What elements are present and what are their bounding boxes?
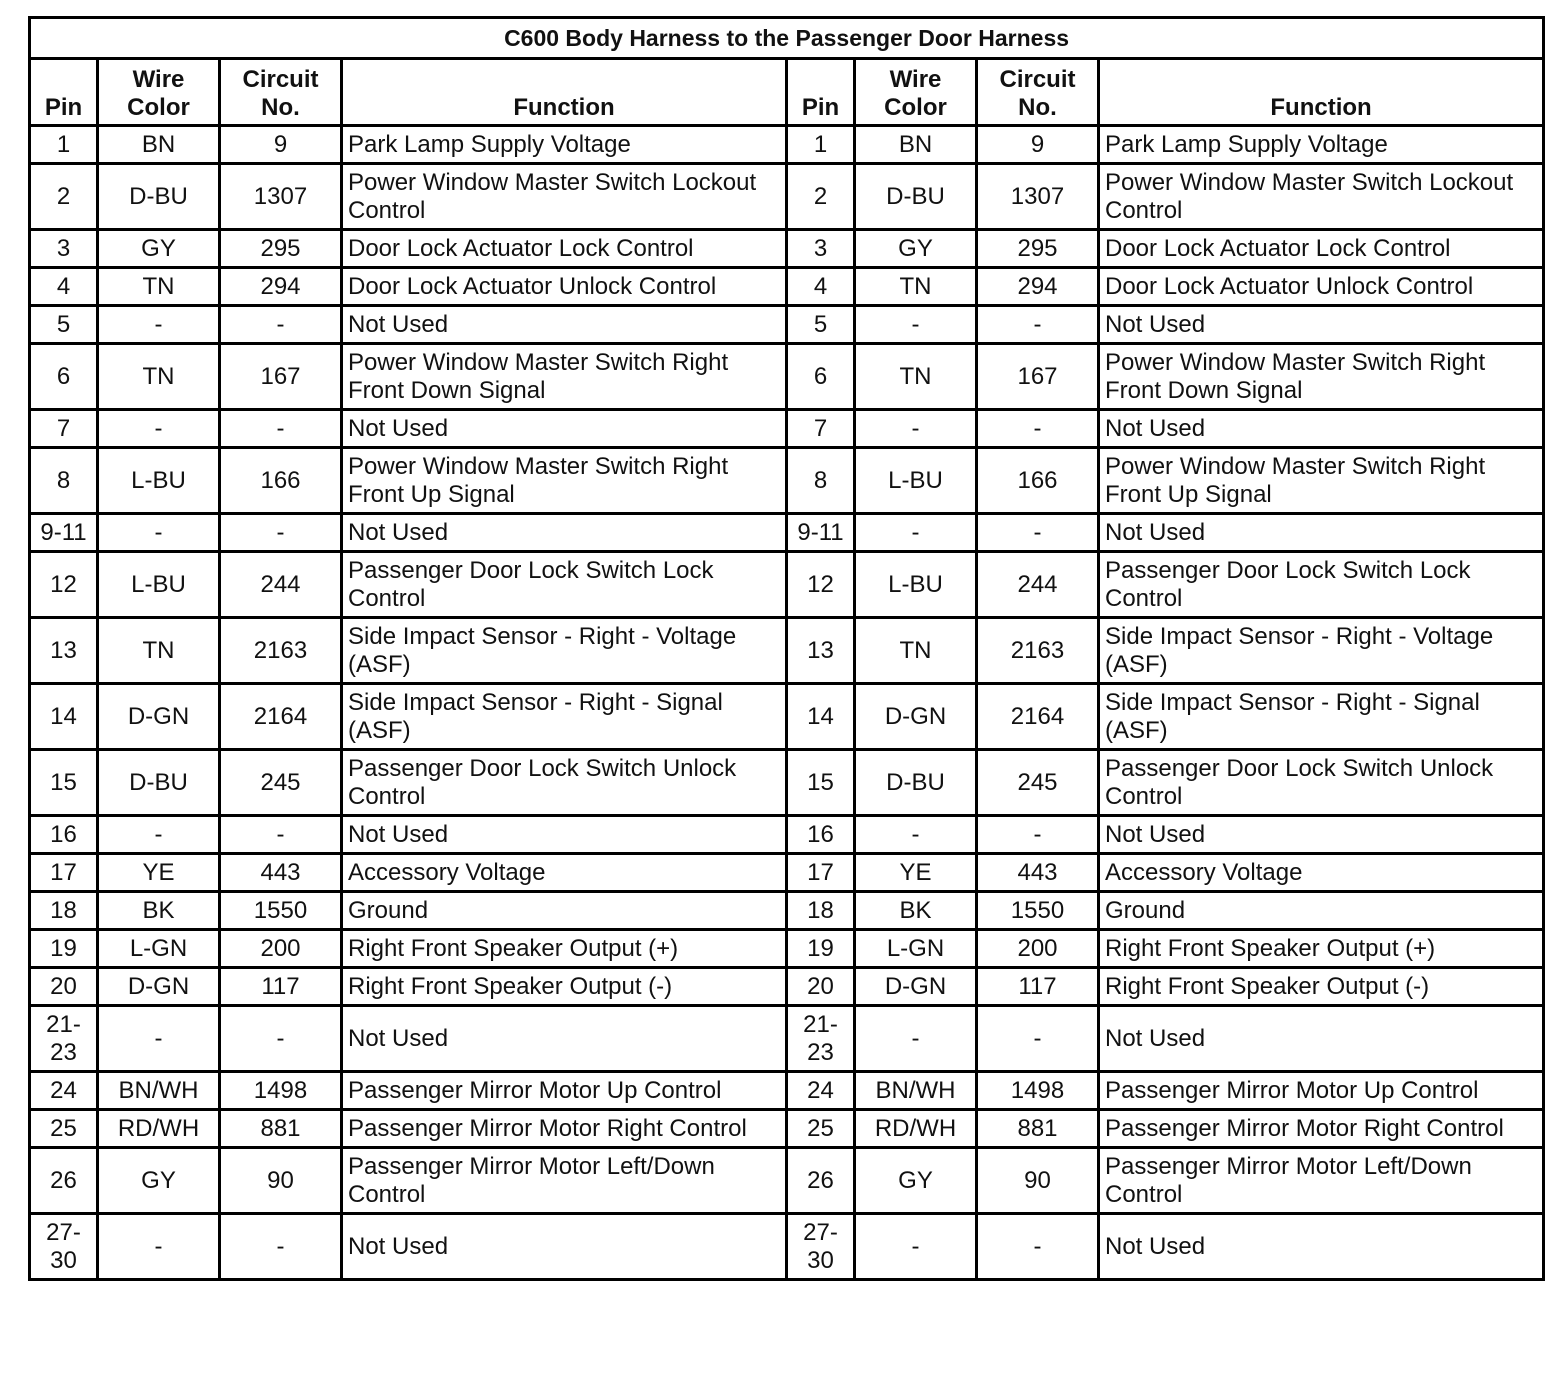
circuit-cell-right: - <box>977 306 1099 344</box>
function-cell-left: Right Front Speaker Output (-) <box>342 968 787 1006</box>
wire-color-cell-left: D-BU <box>98 750 220 816</box>
circuit-cell-left: 167 <box>220 344 342 410</box>
header-wire-color-right: Wire Color <box>855 59 977 126</box>
circuit-cell-left: - <box>220 514 342 552</box>
table-row <box>30 892 1544 930</box>
pin-cell-left: 26 <box>30 1148 98 1214</box>
header-circuit-right: Circuit No. <box>977 59 1099 126</box>
header-pin-left: Pin <box>30 59 98 126</box>
table-row <box>30 1148 1544 1214</box>
function-cell-right: Accessory Voltage <box>1099 854 1544 892</box>
circuit-cell-left: 117 <box>220 968 342 1006</box>
function-cell-right: Passenger Mirror Motor Right Control <box>1099 1110 1544 1148</box>
table-row <box>30 164 1544 230</box>
circuit-cell-left: 294 <box>220 268 342 306</box>
table-row <box>30 930 1544 968</box>
table-row <box>30 268 1544 306</box>
pin-cell-left: 3 <box>30 230 98 268</box>
function-cell-right: Not Used <box>1099 306 1544 344</box>
wire-color-cell-right: GY <box>855 1148 977 1214</box>
wire-color-cell-left: L-BU <box>98 448 220 514</box>
pin-cell-right: 5 <box>787 306 855 344</box>
circuit-cell-left: 1498 <box>220 1072 342 1110</box>
function-cell-left: Not Used <box>342 1214 787 1280</box>
circuit-cell-left: 9 <box>220 126 342 164</box>
function-cell-left: Not Used <box>342 816 787 854</box>
pin-cell-right: 12 <box>787 552 855 618</box>
wire-color-cell-left: D-BU <box>98 164 220 230</box>
wire-color-cell-left: TN <box>98 618 220 684</box>
wire-color-cell-left: L-BU <box>98 552 220 618</box>
pin-cell-right: 13 <box>787 618 855 684</box>
circuit-cell-right: 166 <box>977 448 1099 514</box>
wire-color-cell-right: L-GN <box>855 930 977 968</box>
pin-cell-right: 27- 30 <box>787 1214 855 1280</box>
pin-cell-left: 27- 30 <box>30 1214 98 1280</box>
pin-cell-right: 6 <box>787 344 855 410</box>
pin-cell-right: 18 <box>787 892 855 930</box>
pin-cell-left: 9-11 <box>30 514 98 552</box>
circuit-cell-left: 200 <box>220 930 342 968</box>
wire-color-cell-left: - <box>98 816 220 854</box>
circuit-cell-right: 1307 <box>977 164 1099 230</box>
function-cell-right: Power Window Master Switch Right Front Up Signal <box>1099 448 1544 514</box>
circuit-cell-right: 443 <box>977 854 1099 892</box>
wire-color-cell-left: - <box>98 1214 220 1280</box>
pin-cell-left: 19 <box>30 930 98 968</box>
circuit-cell-right: 2164 <box>977 684 1099 750</box>
table-row <box>30 448 1544 514</box>
function-cell-left: Door Lock Actuator Lock Control <box>342 230 787 268</box>
function-cell-right: Park Lamp Supply Voltage <box>1099 126 1544 164</box>
connector-table-container <box>28 16 1542 1281</box>
function-cell-left: Not Used <box>342 1006 787 1072</box>
wire-color-cell-right: D-BU <box>855 164 977 230</box>
function-cell-left: Power Window Master Switch Lockout Control <box>342 164 787 230</box>
table-row <box>30 230 1544 268</box>
wire-color-cell-right: BK <box>855 892 977 930</box>
circuit-cell-left: 166 <box>220 448 342 514</box>
function-cell-left: Power Window Master Switch Right Front Up Signal <box>342 448 787 514</box>
wire-color-cell-left: - <box>98 514 220 552</box>
pin-cell-left: 16 <box>30 816 98 854</box>
table-row <box>30 816 1544 854</box>
wire-color-cell-right: RD/WH <box>855 1110 977 1148</box>
function-cell-right: Not Used <box>1099 514 1544 552</box>
circuit-cell-right: - <box>977 1006 1099 1072</box>
function-cell-right: Power Window Master Switch Lockout Control <box>1099 164 1544 230</box>
pin-cell-right: 1 <box>787 126 855 164</box>
pin-cell-right: 16 <box>787 816 855 854</box>
circuit-cell-right: - <box>977 816 1099 854</box>
pin-cell-right: 14 <box>787 684 855 750</box>
circuit-cell-right: 295 <box>977 230 1099 268</box>
function-cell-right: Not Used <box>1099 1006 1544 1072</box>
pin-cell-right: 24 <box>787 1072 855 1110</box>
pin-cell-left: 25 <box>30 1110 98 1148</box>
circuit-cell-left: 1550 <box>220 892 342 930</box>
header-function-left: Function <box>342 59 787 126</box>
wire-color-cell-left: YE <box>98 854 220 892</box>
wire-color-cell-left: TN <box>98 344 220 410</box>
pin-cell-left: 8 <box>30 448 98 514</box>
circuit-cell-right: - <box>977 410 1099 448</box>
table-row <box>30 410 1544 448</box>
pin-cell-right: 19 <box>787 930 855 968</box>
pin-cell-left: 20 <box>30 968 98 1006</box>
table-body <box>30 126 1544 1280</box>
function-cell-right: Not Used <box>1099 410 1544 448</box>
function-cell-left: Ground <box>342 892 787 930</box>
function-cell-left: Power Window Master Switch Right Front Down Signal <box>342 344 787 410</box>
circuit-cell-right: 294 <box>977 268 1099 306</box>
circuit-cell-left: 295 <box>220 230 342 268</box>
pin-cell-right: 7 <box>787 410 855 448</box>
wire-color-cell-left: - <box>98 410 220 448</box>
header-circuit-left: Circuit No. <box>220 59 342 126</box>
wire-color-cell-right: D-BU <box>855 750 977 816</box>
pin-cell-left: 6 <box>30 344 98 410</box>
table-row <box>30 552 1544 618</box>
pin-cell-left: 1 <box>30 126 98 164</box>
wire-color-cell-left: BK <box>98 892 220 930</box>
wire-color-cell-right: - <box>855 816 977 854</box>
function-cell-left: Not Used <box>342 410 787 448</box>
wire-color-cell-right: - <box>855 1214 977 1280</box>
circuit-cell-right: 244 <box>977 552 1099 618</box>
pin-cell-right: 21- 23 <box>787 1006 855 1072</box>
pin-cell-left: 15 <box>30 750 98 816</box>
function-cell-right: Passenger Mirror Motor Left/Down Control <box>1099 1148 1544 1214</box>
table-row <box>30 306 1544 344</box>
function-cell-right: Right Front Speaker Output (-) <box>1099 968 1544 1006</box>
circuit-cell-left: - <box>220 410 342 448</box>
circuit-cell-right: 881 <box>977 1110 1099 1148</box>
table-title: C600 Body Harness to the Passenger Door Harness <box>30 18 1544 59</box>
function-cell-left: Passenger Door Lock Switch Lock Control <box>342 552 787 618</box>
connector-pinout-table <box>28 16 1545 1281</box>
circuit-cell-left: 2164 <box>220 684 342 750</box>
wire-color-cell-right: TN <box>855 268 977 306</box>
circuit-cell-left: 245 <box>220 750 342 816</box>
function-cell-right: Passenger Door Lock Switch Lock Control <box>1099 552 1544 618</box>
function-cell-right: Passenger Mirror Motor Up Control <box>1099 1072 1544 1110</box>
circuit-cell-left: 881 <box>220 1110 342 1148</box>
circuit-cell-left: 443 <box>220 854 342 892</box>
wire-color-cell-left: BN <box>98 126 220 164</box>
function-cell-left: Not Used <box>342 514 787 552</box>
function-cell-right: Passenger Door Lock Switch Unlock Control <box>1099 750 1544 816</box>
circuit-cell-right: 167 <box>977 344 1099 410</box>
pin-cell-left: 17 <box>30 854 98 892</box>
pin-cell-left: 21- 23 <box>30 1006 98 1072</box>
wire-color-cell-left: D-GN <box>98 684 220 750</box>
wire-color-cell-right: - <box>855 410 977 448</box>
circuit-cell-left: 244 <box>220 552 342 618</box>
header-function-right: Function <box>1099 59 1544 126</box>
circuit-cell-right: 245 <box>977 750 1099 816</box>
circuit-cell-right: 1550 <box>977 892 1099 930</box>
function-cell-left: Passenger Mirror Motor Up Control <box>342 1072 787 1110</box>
wire-color-cell-right: - <box>855 514 977 552</box>
wire-color-cell-right: BN <box>855 126 977 164</box>
function-cell-left: Right Front Speaker Output (+) <box>342 930 787 968</box>
wire-color-cell-right: - <box>855 306 977 344</box>
table-row <box>30 1214 1544 1280</box>
wire-color-cell-right: L-BU <box>855 552 977 618</box>
header-pin-right: Pin <box>787 59 855 126</box>
wire-color-cell-left: RD/WH <box>98 1110 220 1148</box>
circuit-cell-left: 90 <box>220 1148 342 1214</box>
circuit-cell-left: - <box>220 1006 342 1072</box>
header-wire-color-left: Wire Color <box>98 59 220 126</box>
circuit-cell-right: 2163 <box>977 618 1099 684</box>
pin-cell-right: 17 <box>787 854 855 892</box>
wire-color-cell-left: TN <box>98 268 220 306</box>
circuit-cell-left: - <box>220 1214 342 1280</box>
function-cell-right: Door Lock Actuator Unlock Control <box>1099 268 1544 306</box>
circuit-cell-right: 90 <box>977 1148 1099 1214</box>
pin-cell-right: 8 <box>787 448 855 514</box>
wire-color-cell-left: L-GN <box>98 930 220 968</box>
wire-color-cell-left: - <box>98 1006 220 1072</box>
table-row <box>30 514 1544 552</box>
circuit-cell-left: 2163 <box>220 618 342 684</box>
circuit-cell-left: - <box>220 306 342 344</box>
function-cell-left: Passenger Mirror Motor Right Control <box>342 1110 787 1148</box>
pin-cell-left: 18 <box>30 892 98 930</box>
function-cell-left: Passenger Door Lock Switch Unlock Control <box>342 750 787 816</box>
pin-cell-right: 15 <box>787 750 855 816</box>
function-cell-left: Passenger Mirror Motor Left/Down Control <box>342 1148 787 1214</box>
circuit-cell-left: 1307 <box>220 164 342 230</box>
circuit-cell-left: - <box>220 816 342 854</box>
function-cell-right: Not Used <box>1099 1214 1544 1280</box>
wire-color-cell-right: YE <box>855 854 977 892</box>
function-cell-left: Door Lock Actuator Unlock Control <box>342 268 787 306</box>
circuit-cell-right: 117 <box>977 968 1099 1006</box>
function-cell-left: Accessory Voltage <box>342 854 787 892</box>
function-cell-left: Side Impact Sensor - Right - Voltage (ASF) <box>342 618 787 684</box>
wire-color-cell-right: D-GN <box>855 684 977 750</box>
pin-cell-right: 20 <box>787 968 855 1006</box>
table-row <box>30 344 1544 410</box>
wire-color-cell-right: GY <box>855 230 977 268</box>
pin-cell-right: 2 <box>787 164 855 230</box>
table-row <box>30 1072 1544 1110</box>
pin-cell-right: 9-11 <box>787 514 855 552</box>
pin-cell-left: 4 <box>30 268 98 306</box>
pin-cell-left: 14 <box>30 684 98 750</box>
pin-cell-right: 4 <box>787 268 855 306</box>
circuit-cell-right: - <box>977 514 1099 552</box>
wire-color-cell-right: L-BU <box>855 448 977 514</box>
function-cell-right: Ground <box>1099 892 1544 930</box>
wire-color-cell-right: TN <box>855 344 977 410</box>
wire-color-cell-left: - <box>98 306 220 344</box>
table-row <box>30 126 1544 164</box>
pin-cell-left: 5 <box>30 306 98 344</box>
function-cell-left: Side Impact Sensor - Right - Signal (ASF) <box>342 684 787 750</box>
pin-cell-right: 3 <box>787 230 855 268</box>
pin-cell-left: 12 <box>30 552 98 618</box>
wire-color-cell-right: TN <box>855 618 977 684</box>
wire-color-cell-right: BN/WH <box>855 1072 977 1110</box>
wire-color-cell-left: GY <box>98 1148 220 1214</box>
pin-cell-left: 24 <box>30 1072 98 1110</box>
table-row <box>30 1110 1544 1148</box>
pin-cell-left: 7 <box>30 410 98 448</box>
wire-color-cell-left: GY <box>98 230 220 268</box>
pin-cell-left: 13 <box>30 618 98 684</box>
circuit-cell-right: - <box>977 1214 1099 1280</box>
table-row <box>30 1006 1544 1072</box>
table-row <box>30 750 1544 816</box>
table-row <box>30 968 1544 1006</box>
pin-cell-left: 2 <box>30 164 98 230</box>
wire-color-cell-right: - <box>855 1006 977 1072</box>
function-cell-left: Not Used <box>342 306 787 344</box>
function-cell-right: Not Used <box>1099 816 1544 854</box>
table-row <box>30 618 1544 684</box>
function-cell-right: Side Impact Sensor - Right - Voltage (ASF) <box>1099 618 1544 684</box>
pin-cell-right: 25 <box>787 1110 855 1148</box>
wire-color-cell-left: BN/WH <box>98 1072 220 1110</box>
circuit-cell-right: 9 <box>977 126 1099 164</box>
function-cell-left: Park Lamp Supply Voltage <box>342 126 787 164</box>
circuit-cell-right: 1498 <box>977 1072 1099 1110</box>
column-header-row <box>30 59 1544 126</box>
wire-color-cell-right: D-GN <box>855 968 977 1006</box>
function-cell-right: Side Impact Sensor - Right - Signal (ASF) <box>1099 684 1544 750</box>
function-cell-right: Right Front Speaker Output (+) <box>1099 930 1544 968</box>
wire-color-cell-left: D-GN <box>98 968 220 1006</box>
function-cell-right: Power Window Master Switch Right Front Down Signal <box>1099 344 1544 410</box>
pin-cell-right: 26 <box>787 1148 855 1214</box>
table-row <box>30 854 1544 892</box>
table-row <box>30 684 1544 750</box>
circuit-cell-right: 200 <box>977 930 1099 968</box>
function-cell-right: Door Lock Actuator Lock Control <box>1099 230 1544 268</box>
